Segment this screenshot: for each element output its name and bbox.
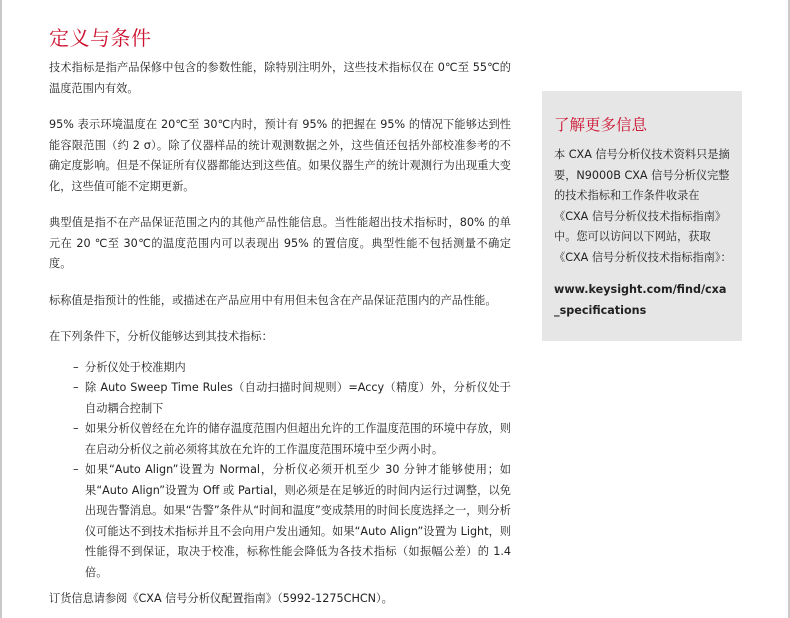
page-frame-left bbox=[0, 0, 2, 618]
paragraph-95-percent: 95% 表示环境温度在 20℃至 30℃内时，预计有 95% 的把握在 95% 的情况下能够达到性能容限范围（约 2 σ）。除了仪器样品的统计观测数据之外，这些值还包括外部校准参考的不确定度影响。但是不保证所有仪器都能达到这些值。如果仪器生产的统计观测行为出现重大变化，这些值可能不定期更新。 bbox=[49, 118, 511, 193]
condition-item: – 如果“Auto Align”设置为 Normal，分析仪必须开机至少 30 分钟才能够使用；如果“Auto Align”设置为 Off 或 Partial，则必须是在足够近的时间内运行过调整，以免出现告警消息。如果“告警”条件从“时间和温度”变成禁用的时间长度选择之一，则分析仪可能达不到技术指标并且不会向用户发出通知。如果“Auto Align”设置为 Light，则性能得不到保证，取决于校准，标称性能会降低为各技术指标（如振幅公差）的 1.4 倍。 bbox=[73, 460, 511, 583]
page-title: 定义与条件 bbox=[49, 26, 152, 50]
specifications-link[interactable]: www.keysight.com/find/cxa_specifications bbox=[554, 283, 727, 317]
main-content bbox=[49, 58, 511, 610]
condition-item: – 除 Auto Sweep Time Rules（自动扫描时间规则）=Accy（精度）外，分析仪处于自动耦合控制下 bbox=[73, 378, 511, 419]
ordering-note: 订货信息请参阅《CXA 信号分析仪配置指南》（5992-1275CHCN）。 bbox=[49, 592, 393, 605]
condition-item: – 如果分析仪曾经在允许的储存温度范围内但超出允许的工作温度范围的环境中存放，则在启动分析仪之前必须将其放在允许的工作温度范围环境中至少两小时。 bbox=[73, 419, 511, 460]
sidebar-heading: 了解更多信息 bbox=[554, 116, 648, 134]
condition-item: – 分析仪处于校准期内 bbox=[73, 358, 511, 379]
paragraph-nominal-value: 标称值是指预计的性能，或描述在产品应用中有用但未包含在产品保证范围内的产品性能。 bbox=[49, 293, 497, 307]
paragraph-spec-definition: 技术指标是指产品保修中包含的参数性能，除特别注明外，这些技术指标仅在 0℃至 55℃的温度范围内有效。 bbox=[49, 61, 511, 95]
learn-more-sidebar bbox=[542, 91, 742, 341]
sidebar-body: 本 CXA 信号分析仪技术资料只是摘要，N9000B CXA 信号分析仪完整的技术指标和工作条件收录在《CXA 信号分析仪技术指标指南》中。您可以访问以下网站，获取《CXA 信号分析仪技术指标指南》： bbox=[554, 148, 732, 264]
conditions-list bbox=[49, 358, 511, 584]
paragraph-conditions-intro: 在下列条件下，分析仪能够达到其技术指标： bbox=[49, 330, 273, 343]
paragraph-typical-value: 典型值是指不在产品保证范围之内的其他产品性能信息。当性能超出技术指标时，80% 的单元在 20 ℃至 30℃的温度范围内可以表现出 95% 的置信度。典型性能不包括测量不确定度。 bbox=[49, 216, 511, 270]
